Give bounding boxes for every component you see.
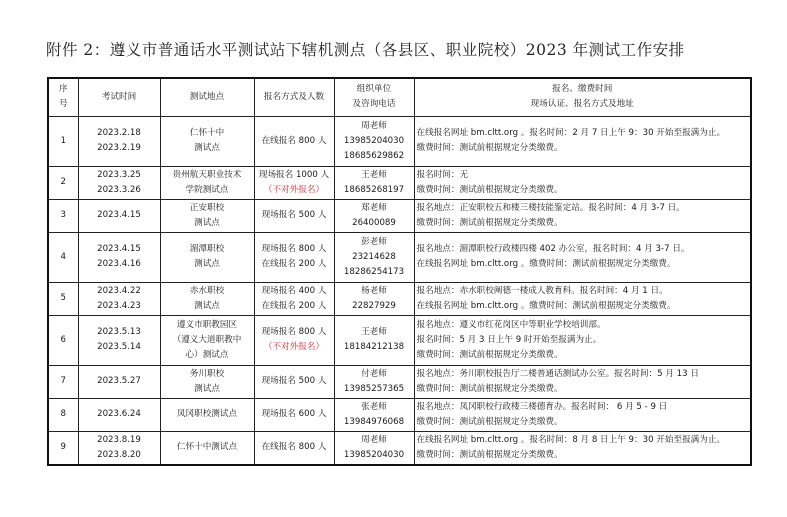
site-line: 测试点	[194, 259, 220, 269]
cell-contact	[334, 282, 414, 315]
table-row	[48, 166, 751, 199]
site-line: 仁怀十中测试点	[176, 442, 238, 453]
table-body	[48, 116, 751, 465]
info-line: 缴费时间：测试前根据规定分类缴费。	[416, 383, 563, 394]
site-line: 学院测试点	[185, 184, 229, 195]
cell-site	[160, 431, 254, 465]
cell-site	[160, 166, 254, 199]
method-line: 现场报名 800 人	[261, 327, 327, 337]
header-seq-line2: 号	[58, 99, 68, 110]
cell-info	[414, 166, 751, 199]
contact-line: 周老师	[361, 434, 387, 445]
cell-info	[414, 199, 751, 232]
contact-line: 付老师	[361, 368, 387, 379]
cell-seq: 7	[48, 365, 78, 398]
exam-date: 2023.2.18	[97, 128, 141, 138]
table-row	[48, 282, 751, 315]
cell-contact	[334, 232, 414, 282]
method-line: 在线报名 200 人	[261, 300, 327, 311]
cell-method	[254, 116, 334, 166]
table-row	[48, 199, 751, 232]
cell-time	[78, 166, 160, 199]
site-line: 测试点	[194, 300, 220, 311]
contact-line: 13985204030	[343, 135, 405, 146]
info-line: 缴费时间：测试前根据规定分类缴费。	[416, 143, 563, 153]
not-public-note: （不对外报名）	[263, 184, 325, 195]
contact-line: 彭老师	[361, 236, 387, 247]
contact-line: 18685268197	[343, 184, 405, 195]
exam-date: 2023.4.15	[97, 244, 141, 254]
site-line: 测试点	[194, 217, 220, 228]
cell-contact	[334, 166, 414, 199]
cell-contact	[334, 365, 414, 398]
method-line: 在线报名 800 人	[261, 135, 327, 146]
cell-seq: 4	[48, 232, 78, 282]
header-info	[414, 78, 751, 116]
cell-seq: 9	[48, 431, 78, 465]
header-method: 报名方式及人数	[254, 78, 334, 116]
cell-site	[160, 315, 254, 365]
contact-line: 22827929	[352, 300, 396, 311]
header-info-line2: 现场认证、报名方式及地址	[530, 99, 634, 110]
header-org-line2: 及咨询电话	[352, 99, 396, 110]
info-line: 报名地点：遵义市红花岗区中等职业学校培训部。	[416, 319, 606, 330]
info-line: 在线报名网址 bm.cltt.org 。报名时间：2 月 7 日上午 9：30 开始至报满为止。	[416, 128, 726, 138]
info-line: 报名地点：赤水职校阐德一楼成人教育科。报名时间：4 月 1 日。	[416, 285, 668, 296]
exam-date: 2023.4.22	[97, 285, 141, 296]
cell-site	[160, 398, 254, 431]
site-line: 心）测试点	[185, 349, 229, 360]
site-line: 凤冈职校测试点	[176, 409, 238, 419]
cell-info	[414, 116, 751, 166]
table-header-row	[48, 78, 751, 116]
contact-line: 13985257365	[343, 383, 405, 394]
cell-time	[78, 232, 160, 282]
info-line: 缴费时间：测试前根据规定分类缴费。	[416, 349, 563, 360]
contact-line: 18685629862	[343, 150, 405, 161]
table-row	[48, 232, 751, 282]
exam-date: 2023.5.13	[97, 327, 141, 337]
contact-line: 杨老师	[361, 285, 387, 296]
site-line: 赤水职校	[189, 285, 225, 296]
cell-method	[254, 315, 334, 365]
table-row	[48, 315, 751, 365]
info-line: 缴费时间：测试前根据规定分类缴费。	[416, 449, 563, 460]
site-line: 遵义市职教园区	[176, 319, 238, 330]
exam-date: 2023.5.14	[97, 342, 141, 352]
contact-line: 王老师	[361, 169, 387, 180]
cell-time	[78, 365, 160, 398]
cell-site	[160, 116, 254, 166]
contact-line: 王老师	[361, 327, 387, 337]
site-line: 湄潭职校	[189, 244, 225, 254]
info-line: 在线报名网址 bm.cltt.org 。缴费时间：测试前根据规定分类缴费。	[416, 300, 676, 311]
method-line: 现场报名 500 人	[261, 376, 327, 386]
cell-seq: 6	[48, 315, 78, 365]
cell-method	[254, 199, 334, 232]
cell-site	[160, 365, 254, 398]
cell-info	[414, 398, 751, 431]
cell-contact	[334, 199, 414, 232]
cell-seq: 5	[48, 282, 78, 315]
site-line: （遵义大道职教中	[172, 334, 242, 345]
contact-line: 13985204030	[343, 449, 405, 460]
cell-info	[414, 315, 751, 365]
cell-method	[254, 282, 334, 315]
site-line: 务川职校	[189, 368, 225, 379]
cell-info	[414, 431, 751, 465]
exam-date: 2023.3.25	[97, 169, 141, 180]
cell-info	[414, 232, 751, 282]
info-line: 报名地点：务川职校报告厅二楼普通话测试办公室。报名时间：5 月 13 日	[416, 368, 699, 379]
cell-contact	[334, 116, 414, 166]
cell-site	[160, 199, 254, 232]
exam-date: 2023.8.19	[97, 434, 141, 445]
contact-line: 郑老师	[361, 202, 387, 213]
method-line: 现场报名 600 人	[261, 409, 327, 419]
schedule-table	[47, 77, 752, 466]
header-seq-line1: 序	[58, 84, 68, 95]
cell-method	[254, 166, 334, 199]
cell-time	[78, 398, 160, 431]
cell-contact	[334, 398, 414, 431]
cell-info	[414, 282, 751, 315]
site-line: 仁怀十中	[189, 128, 225, 138]
info-line: 报名时间：5 月 3 日上午 9 时开始至报满为止。	[416, 334, 602, 345]
cell-time	[78, 199, 160, 232]
site-line: 测试点	[194, 383, 220, 394]
contact-line: 26400089	[352, 217, 396, 228]
header-time: 考试时间	[78, 78, 160, 116]
exam-date: 2023.4.23	[97, 300, 141, 311]
method-line: 现场报名 400 人	[261, 285, 327, 296]
method-line: 现场报名 800 人	[261, 244, 327, 254]
method-line: 现场报名 1000 人	[258, 169, 330, 180]
table-row	[48, 431, 751, 465]
cell-seq: 2	[48, 166, 78, 199]
info-line: 缴费时间：测试前根据规定分类缴费。	[416, 416, 563, 427]
header-org	[334, 78, 414, 116]
info-line: 缴费时间：测试前根据规定分类缴费。	[416, 217, 563, 228]
info-line: 缴费时间：测试前根据规定分类缴费。	[416, 184, 563, 195]
exam-date: 2023.2.19	[97, 143, 141, 153]
cell-seq: 3	[48, 199, 78, 232]
contact-line: 18286254173	[343, 266, 405, 277]
cell-site	[160, 232, 254, 282]
site-line: 测试点	[194, 143, 220, 153]
site-line: 正安职校	[189, 202, 225, 213]
info-line: 在线报名网址 bm.cltt.org 。报名时间：8 月 8 日上午 9：30 开始至报满为止。	[416, 434, 726, 445]
contact-line: 18184212138	[343, 342, 405, 352]
not-public-note: （不对外报名）	[263, 342, 325, 352]
exam-date: 2023.3.26	[97, 184, 141, 195]
cell-time	[78, 315, 160, 365]
contact-line: 张老师	[361, 401, 387, 412]
exam-date: 2023.5.27	[97, 376, 141, 386]
info-line: 在线报名网址 bm.cltt.org 。缴费时间：测试前根据规定分类缴费。	[416, 259, 676, 269]
cell-method	[254, 431, 334, 465]
cell-method	[254, 232, 334, 282]
info-line: 报名地点：正安职校五和楼三楼技能鉴定站。报名时间：4 月 3-7 日。	[416, 202, 685, 213]
cell-contact	[334, 431, 414, 465]
table-row	[48, 116, 751, 166]
contact-line: 13984976068	[343, 416, 405, 427]
contact-line: 23214628	[352, 251, 396, 262]
info-line: 报名时间：无	[416, 169, 469, 180]
exam-date: 2023.4.16	[97, 259, 141, 269]
header-site: 测试地点	[160, 78, 254, 116]
header-info-line1: 报名、缴费时间	[552, 84, 613, 95]
contact-line: 周老师	[361, 120, 387, 131]
cell-time	[78, 431, 160, 465]
exam-date: 2023.6.24	[97, 409, 141, 419]
info-line: 报名地点：凤冈职校行政楼三楼德育办。报名时间： 6 月 5 - 9 日	[416, 401, 668, 412]
cell-time	[78, 282, 160, 315]
site-line: 贵州航天职业技术	[172, 169, 242, 180]
cell-seq: 1	[48, 116, 78, 166]
cell-method	[254, 398, 334, 431]
method-line: 在线报名 200 人	[261, 259, 327, 269]
exam-date: 2023.4.15	[97, 210, 141, 220]
header-seq	[48, 78, 78, 116]
cell-seq: 8	[48, 398, 78, 431]
method-line: 现场报名 500 人	[261, 210, 327, 220]
exam-date: 2023.8.20	[97, 449, 141, 460]
cell-time	[78, 116, 160, 166]
cell-site	[160, 282, 254, 315]
header-org-line1: 组织单位	[356, 84, 392, 95]
document-title: 附件 2：遵义市普通话水平测试站下辖机测点（各县区、职业院校）2023 年测试工作安排	[46, 41, 685, 59]
method-line: 在线报名 800 人	[261, 442, 327, 453]
cell-method	[254, 365, 334, 398]
table-row	[48, 365, 751, 398]
cell-contact	[334, 315, 414, 365]
info-line: 报名地点：湄潭职校行政楼四楼 402 办公室，报名时间：4 月 3-7 日。	[416, 244, 690, 254]
cell-info	[414, 365, 751, 398]
table-row	[48, 398, 751, 431]
